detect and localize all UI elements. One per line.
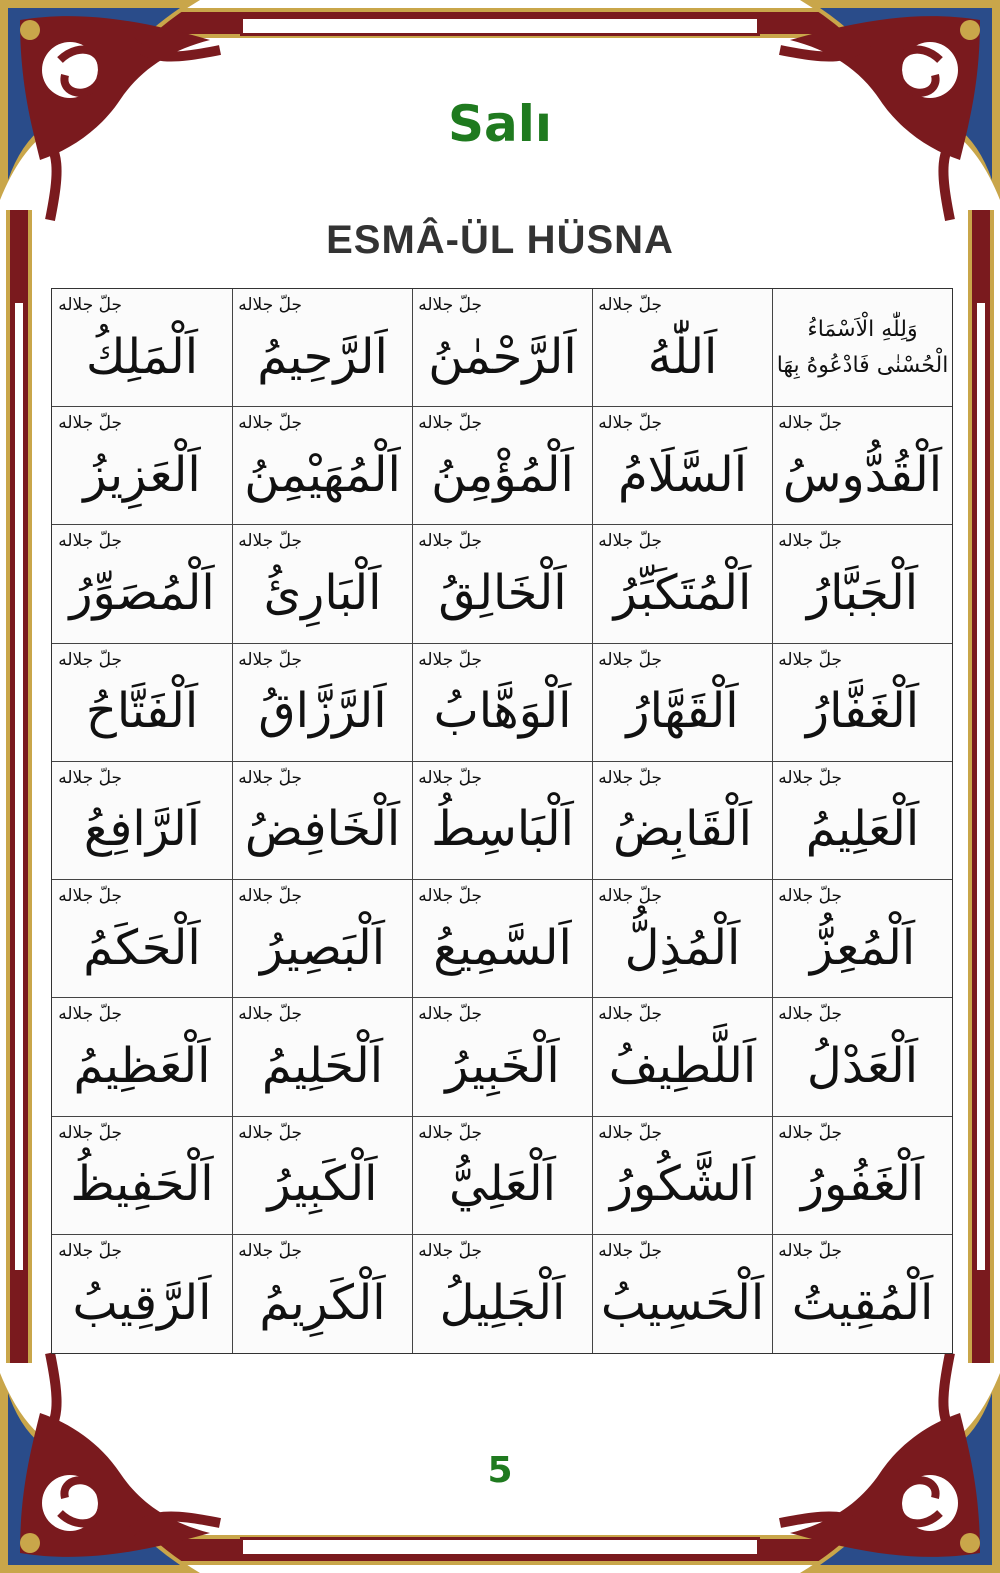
divine-name: اَلْفَتَّاحُ	[85, 683, 199, 740]
name-cell	[772, 762, 952, 880]
honorific-mark: جلّ جلاله	[238, 886, 302, 907]
name-cell	[412, 998, 592, 1116]
honorific-mark: جلّ جلاله	[598, 531, 662, 552]
divine-name: اَلْغَفُورُ	[800, 1156, 925, 1213]
day-title: Salı	[447, 95, 553, 153]
divine-name: اَلْقَابِضُ	[612, 801, 753, 858]
divine-name: اَلرَّزَّاقُ	[258, 683, 387, 740]
honorific-mark: جلّ جلاله	[418, 1122, 482, 1143]
divine-name: اَلْجَبَّارُ	[806, 565, 919, 622]
divine-name: اَلْحَلِيمُ	[261, 1037, 384, 1094]
divine-name: اَلْعَزِيزُ	[83, 446, 201, 503]
honorific-mark: جلّ جلاله	[418, 1240, 482, 1261]
intro-verse-line-1: وَلِلّٰهِ الْاَسْمَاءُ	[807, 316, 918, 342]
divine-name: اَلْخَالِقُ	[438, 565, 567, 622]
honorific-mark: جلّ جلاله	[418, 886, 482, 907]
honorific-mark: جلّ جلاله	[418, 1004, 482, 1025]
honorific-mark: جلّ جلاله	[238, 767, 302, 788]
divine-name: اَلْبَصِيرُ	[259, 919, 386, 976]
intro-cell	[772, 289, 952, 407]
honorific-mark: جلّ جلاله	[58, 413, 122, 434]
divine-name: اَلرَّافِعُ	[83, 801, 201, 858]
divine-name: اَلْمُعِزُّ	[809, 919, 916, 976]
divine-name: اَلشَّكُورُ	[609, 1156, 756, 1213]
divine-name: اَلْمُذِلُّ	[624, 919, 741, 976]
name-cell	[772, 525, 952, 643]
divine-name: اَلْجَلِيلُ	[439, 1274, 566, 1331]
page-number: 5	[487, 1450, 513, 1491]
honorific-mark: جلّ جلاله	[58, 1004, 122, 1025]
name-cell	[772, 1235, 952, 1353]
frame-right-inner-border	[974, 300, 988, 1273]
name-cell	[412, 1117, 592, 1235]
name-cell	[232, 1117, 412, 1235]
honorific-mark: جلّ جلاله	[418, 531, 482, 552]
intro-verse	[777, 312, 949, 384]
honorific-mark: جلّ جلاله	[418, 295, 482, 315]
honorific-mark: جلّ جلاله	[58, 1240, 122, 1261]
divine-name: اَلْمُؤْمِنُ	[431, 446, 574, 503]
divine-name: اَلرَّحِيمُ	[257, 328, 388, 385]
divine-name: اَلْمُتَكَبِّرُ	[613, 565, 752, 622]
name-cell	[772, 407, 952, 525]
divine-name: اَلْمُهَيْمِنُ	[244, 446, 401, 503]
divine-name: اَلْمَلِكُ	[85, 328, 199, 385]
honorific-mark: جلّ جلاله	[598, 413, 662, 434]
honorific-mark: جلّ جلاله	[58, 531, 122, 552]
name-cell	[412, 644, 592, 762]
name-cell	[52, 1117, 232, 1235]
name-cell	[232, 644, 412, 762]
name-cell	[52, 644, 232, 762]
divine-name: اَلسَّلَامُ	[617, 446, 748, 503]
name-cell	[52, 407, 232, 525]
divine-name: اَلرَّقِيبُ	[72, 1274, 212, 1331]
honorific-mark: جلّ جلاله	[778, 649, 842, 670]
honorific-mark: جلّ جلاله	[598, 1240, 662, 1261]
divine-name: اَلْمُصَوِّرُ	[69, 565, 215, 622]
divine-name: اَلْكَرِيمُ	[259, 1274, 386, 1331]
divine-name: اَلسَّمِيعُ	[433, 919, 572, 976]
name-cell	[52, 762, 232, 880]
honorific-mark: جلّ جلاله	[238, 1004, 302, 1025]
name-cell	[592, 644, 772, 762]
honorific-mark: جلّ جلاله	[58, 649, 122, 670]
name-cell	[412, 289, 592, 407]
divine-name: اَلْحَفِيظُ	[70, 1156, 214, 1213]
name-cell	[592, 407, 772, 525]
name-cell	[592, 880, 772, 998]
name-cell	[412, 1235, 592, 1353]
honorific-mark: جلّ جلاله	[598, 649, 662, 670]
divine-name: اَلْبَارِئُ	[263, 565, 382, 622]
intro-verse-line-2: الْحُسْنٰى فَادْعُوهُ بِهَا	[776, 352, 949, 378]
honorific-mark: جلّ جلاله	[778, 767, 842, 788]
honorific-mark: جلّ جلاله	[418, 649, 482, 670]
honorific-mark: جلّ جلاله	[778, 413, 842, 434]
honorific-mark: جلّ جلاله	[58, 1122, 122, 1143]
name-cell	[592, 1117, 772, 1235]
frame-left-inner-border	[12, 300, 26, 1273]
name-cell	[52, 289, 232, 407]
name-cell	[412, 525, 592, 643]
name-cell	[412, 762, 592, 880]
divine-name: اَللّٰهُ	[647, 328, 718, 385]
name-cell	[52, 1235, 232, 1353]
names-table	[51, 288, 953, 1354]
name-cell	[232, 407, 412, 525]
name-cell	[592, 1235, 772, 1353]
divine-name: اَلْكَبِيرُ	[267, 1156, 378, 1213]
honorific-mark: جلّ جلاله	[238, 413, 302, 434]
name-cell	[232, 1235, 412, 1353]
name-cell	[772, 644, 952, 762]
honorific-mark: جلّ جلاله	[778, 531, 842, 552]
honorific-mark: جلّ جلاله	[238, 1122, 302, 1143]
divine-name: اَلْغَفَّارُ	[805, 683, 920, 740]
divine-name: اَلْمُقِيتُ	[791, 1274, 934, 1331]
divine-name: اَلرَّحْمٰنُ	[428, 328, 577, 385]
name-cell	[412, 407, 592, 525]
honorific-mark: جلّ جلاله	[58, 767, 122, 788]
name-cell	[772, 1117, 952, 1235]
divine-name: اَلْخَافِضُ	[244, 801, 401, 858]
honorific-mark: جلّ جلاله	[598, 1122, 662, 1143]
divine-name: اَلْعَظِيمُ	[73, 1037, 211, 1094]
name-cell	[592, 998, 772, 1116]
name-cell	[232, 525, 412, 643]
honorific-mark: جلّ جلاله	[778, 886, 842, 907]
honorific-mark: جلّ جلاله	[598, 1004, 662, 1025]
divine-name: اَلْبَاسِطُ	[431, 801, 574, 858]
divine-name: اَلْعَدْلُ	[806, 1037, 919, 1094]
divine-name: اَلْوَهَّابُ	[433, 683, 572, 740]
divine-name: اَلْخَبِيرُ	[445, 1037, 560, 1094]
name-cell	[232, 880, 412, 998]
divine-name: اَلْحَكَمُ	[83, 919, 201, 976]
honorific-mark: جلّ جلاله	[778, 1004, 842, 1025]
divine-name: اَلْقَهَّارُ	[626, 683, 739, 740]
honorific-mark: جلّ جلاله	[418, 767, 482, 788]
frame-top-inner-border	[240, 16, 760, 36]
name-cell	[232, 289, 412, 407]
name-cell	[52, 880, 232, 998]
honorific-mark: جلّ جلاله	[598, 295, 662, 315]
divine-name: اَلْحَسِيبُ	[600, 1274, 765, 1331]
name-cell	[592, 762, 772, 880]
honorific-mark: جلّ جلاله	[58, 886, 122, 907]
divine-name: اَلْعَلِيُّ	[449, 1156, 557, 1213]
honorific-mark: جلّ جلاله	[238, 1240, 302, 1261]
name-cell	[772, 880, 952, 998]
honorific-mark: جلّ جلاله	[598, 886, 662, 907]
name-cell	[52, 998, 232, 1116]
divine-name: اَللَّطِيفُ	[608, 1037, 757, 1094]
name-cell	[52, 525, 232, 643]
frame-bottom-inner-border	[240, 1537, 760, 1557]
name-cell	[232, 762, 412, 880]
honorific-mark: جلّ جلاله	[58, 295, 122, 315]
honorific-mark: جلّ جلاله	[238, 649, 302, 670]
honorific-mark: جلّ جلاله	[778, 1122, 842, 1143]
honorific-mark: جلّ جلاله	[598, 767, 662, 788]
name-cell	[592, 525, 772, 643]
name-cell	[412, 880, 592, 998]
honorific-mark: جلّ جلاله	[778, 1240, 842, 1261]
honorific-mark: جلّ جلاله	[418, 413, 482, 434]
name-cell	[592, 289, 772, 407]
divine-name: اَلْعَلِيمُ	[805, 801, 920, 858]
honorific-mark: جلّ جلاله	[238, 531, 302, 552]
name-cell	[232, 998, 412, 1116]
name-cell	[772, 998, 952, 1116]
page-title: ESMÂ-ÜL HÜSNA	[326, 218, 674, 262]
divine-name: اَلْقُدُّوسُ	[782, 446, 943, 503]
honorific-mark: جلّ جلاله	[238, 295, 302, 315]
